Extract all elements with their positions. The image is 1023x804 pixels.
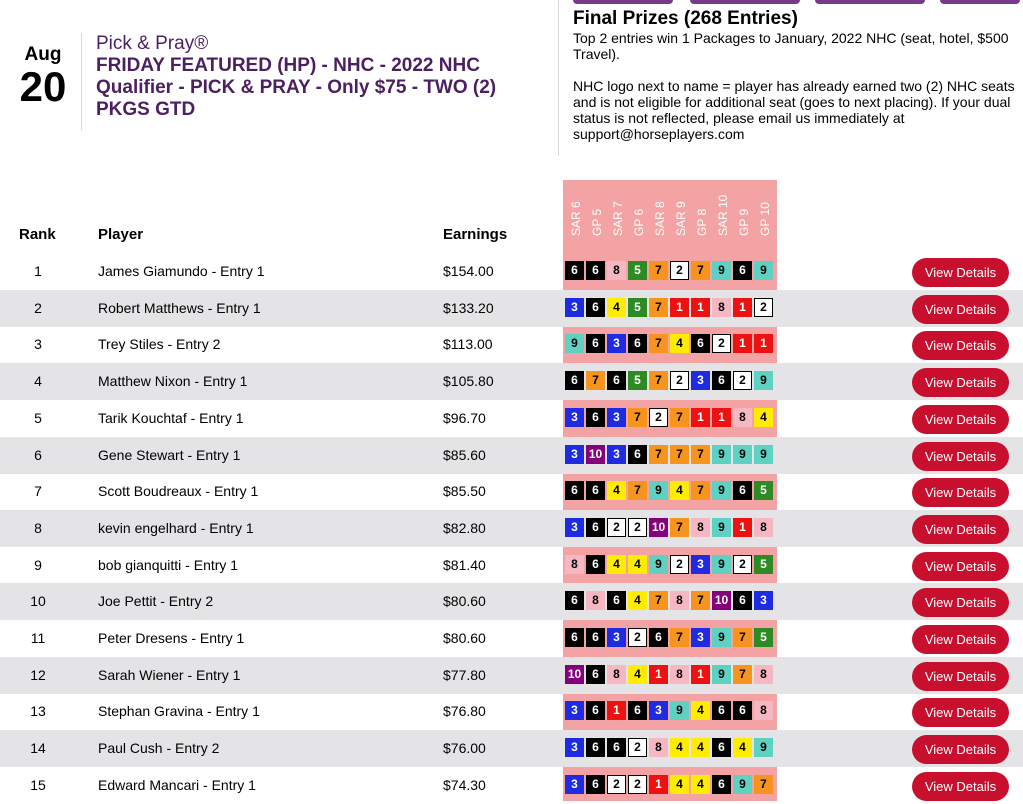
rank-cell: 12	[30, 666, 46, 683]
pick-badge: 7	[691, 481, 710, 500]
pick-badge: 6	[712, 371, 731, 390]
pick-badge: 1	[712, 408, 731, 427]
pick-badge: 10	[649, 518, 668, 537]
table-row	[0, 510, 1023, 547]
view-details-button[interactable]: View Details	[912, 331, 1009, 360]
contest-name: Pick & Pray®	[96, 33, 209, 54]
race-header-text: GP 9	[736, 208, 751, 236]
pick-badge: 7	[670, 445, 689, 464]
pick-badge: 10	[586, 445, 605, 464]
pick-badge: 1	[691, 298, 710, 317]
pick-badge: 6	[649, 628, 668, 647]
pick-badge: 7	[691, 591, 710, 610]
view-details-button[interactable]: View Details	[912, 442, 1009, 471]
race-header-text: GP 6	[631, 208, 646, 236]
pick-badge: 6	[565, 261, 584, 280]
rank-cell: 11	[30, 630, 46, 646]
view-details-button[interactable]: View Details	[912, 478, 1009, 507]
race-header-label	[754, 186, 775, 248]
race-header-label	[565, 186, 586, 248]
top-nav-tab[interactable]	[815, 0, 925, 4]
pick-badge: 5	[754, 555, 773, 574]
earnings-cell: $105.80	[443, 373, 494, 390]
pick-badge: 6	[565, 591, 584, 610]
earnings-cell: $133.20	[443, 299, 494, 316]
rank-header: Rank	[19, 226, 56, 243]
pick-badge: 3	[691, 371, 710, 390]
pick-badge: 3	[691, 555, 710, 574]
table-row	[0, 290, 1023, 327]
top-nav-tab[interactable]	[573, 0, 673, 4]
table-row	[0, 363, 1023, 400]
pick-badge: 1	[691, 408, 710, 427]
pick-badge: 4	[628, 665, 647, 684]
pick-badge: 7	[649, 591, 668, 610]
rank-cell: 5	[34, 409, 42, 426]
pick-badge: 9	[649, 481, 668, 500]
race-header-text: GP 8	[694, 208, 709, 236]
pick-badge: 6	[586, 408, 605, 427]
pick-badge: 7	[586, 371, 605, 390]
pick-badge: 8	[733, 408, 752, 427]
pick-badge: 6	[565, 371, 584, 390]
pick-badge: 6	[733, 261, 752, 280]
pick-badge: 4	[691, 738, 710, 757]
rank-cell: 15	[30, 776, 46, 793]
pick-badge: 3	[607, 334, 626, 353]
pick-badge: 2	[607, 775, 626, 794]
race-header-label	[628, 186, 649, 248]
earnings-cell: $85.50	[443, 483, 486, 500]
earnings-cell: $82.80	[443, 519, 486, 536]
pick-badge: 9	[712, 261, 731, 280]
prizes-panel	[573, 8, 1018, 158]
pick-badge: 9	[712, 481, 731, 500]
race-header-text: SAR 10	[715, 194, 730, 236]
pick-badge: 6	[565, 481, 584, 500]
pick-badge: 2	[733, 371, 752, 390]
player-header: Player	[98, 226, 144, 243]
pick-badge: 3	[565, 445, 584, 464]
pick-badge: 7	[649, 298, 668, 317]
pick-badge: 4	[670, 738, 689, 757]
pick-badge: 1	[649, 775, 668, 794]
pick-badge: 6	[586, 628, 605, 647]
pick-badge: 8	[754, 665, 773, 684]
prizes-line: Top 2 entries win 1 Packages to January, 2022 NHC (seat, hotel, $500 Travel).	[573, 30, 1009, 62]
contest-date	[10, 44, 76, 108]
contest-title: FRIDAY FEATURED (HP) - NHC - 2022 NHC Qualifier - PICK & PRAY - Only $75 - TWO (2) PKGS GTD	[96, 55, 497, 120]
player-name: kevin engelhard - Entry 1	[98, 519, 254, 536]
earnings-cell: $85.60	[443, 446, 486, 463]
rank-cell: 7	[34, 483, 42, 500]
player-name: Stephan Gravina - Entry 1	[98, 703, 260, 720]
pick-badge: 4	[607, 555, 626, 574]
pick-badge: 8	[670, 591, 689, 610]
player-name: Robert Matthews - Entry 1	[98, 299, 261, 316]
pick-badge: 1	[649, 665, 668, 684]
pick-badge: 1	[733, 298, 752, 317]
view-details-button[interactable]: View Details	[912, 698, 1009, 727]
pick-badge: 6	[733, 701, 752, 720]
rank-cell: 1	[34, 263, 42, 279]
pick-badge: 6	[628, 334, 647, 353]
pick-badge: 2	[607, 518, 626, 537]
pick-badge: 2	[628, 518, 647, 537]
view-details-button[interactable]: View Details	[912, 662, 1009, 691]
pick-badge: 8	[649, 738, 668, 757]
prizes-title: Final Prizes (268 Entries)	[573, 8, 798, 29]
rank-cell: 9	[34, 556, 42, 573]
race-header-text: GP 5	[589, 208, 604, 236]
pick-badge: 6	[586, 518, 605, 537]
view-details-button[interactable]: View Details	[912, 735, 1009, 764]
pick-badge: 9	[565, 334, 584, 353]
pick-badge: 9	[712, 518, 731, 537]
pick-badge: 1	[733, 518, 752, 537]
pick-badge: 4	[670, 775, 689, 794]
player-name: Matthew Nixon - Entry 1	[98, 373, 248, 390]
pick-badge: 6	[607, 371, 626, 390]
pick-badge: 9	[712, 445, 731, 464]
rank-cell: 3	[34, 336, 42, 353]
pick-badge: 8	[607, 261, 626, 280]
pick-badge: 6	[586, 775, 605, 794]
pick-badge: 7	[670, 408, 689, 427]
pick-badge: 3	[607, 445, 626, 464]
race-header-label	[649, 186, 670, 248]
earnings-cell: $81.40	[443, 556, 486, 573]
pick-badge: 9	[712, 555, 731, 574]
pick-badge: 7	[670, 628, 689, 647]
player-name: Edward Mancari - Entry 1	[98, 776, 256, 793]
pick-badge: 2	[628, 738, 647, 757]
view-details-button[interactable]: View Details	[912, 295, 1009, 324]
pick-badge: 6	[586, 334, 605, 353]
pick-badge: 7	[628, 481, 647, 500]
pick-badge: 6	[733, 591, 752, 610]
earnings-cell: $74.30	[443, 776, 486, 793]
earnings-cell: $76.80	[443, 703, 486, 720]
race-header-text: SAR 8	[652, 201, 667, 236]
race-header-text: SAR 6	[568, 201, 583, 236]
pick-badge: 6	[628, 445, 647, 464]
pick-badge: 3	[607, 628, 626, 647]
player-name: James Giamundo - Entry 1	[98, 263, 265, 279]
pick-badge: 8	[754, 701, 773, 720]
pick-badge: 6	[586, 665, 605, 684]
top-nav-tab[interactable]	[940, 0, 1020, 4]
pick-badge: 1	[754, 334, 773, 353]
pick-badge: 3	[565, 518, 584, 537]
view-details-button[interactable]: View Details	[912, 552, 1009, 581]
pick-badge: 6	[586, 555, 605, 574]
player-name: Tarik Kouchtaf - Entry 1	[98, 409, 244, 426]
table-row	[0, 620, 1023, 657]
pick-badge: 6	[712, 701, 731, 720]
pick-badge: 9	[733, 445, 752, 464]
pick-badge: 4	[670, 481, 689, 500]
pick-badge: 6	[607, 738, 626, 757]
rank-cell: 8	[34, 519, 42, 536]
pick-badge: 2	[670, 261, 689, 280]
pick-badge: 8	[670, 665, 689, 684]
pick-badge: 5	[628, 298, 647, 317]
table-row	[0, 400, 1023, 437]
view-details-button[interactable]: View Details	[912, 625, 1009, 654]
player-name: Gene Stewart - Entry 1	[98, 446, 241, 463]
earnings-cell: $80.60	[443, 630, 486, 646]
earnings-cell: $77.80	[443, 666, 486, 683]
player-name: Sarah Wiener - Entry 1	[98, 666, 241, 683]
player-name: bob gianquitti - Entry 1	[98, 556, 239, 573]
view-details-button[interactable]: View Details	[912, 772, 1009, 801]
pick-badge: 10	[565, 665, 584, 684]
prizes-text	[573, 30, 1018, 142]
race-header-text: SAR 7	[610, 201, 625, 236]
pick-badge: 6	[607, 591, 626, 610]
table-row	[0, 767, 1023, 804]
pick-badge: 6	[691, 334, 710, 353]
pick-badge: 8	[565, 555, 584, 574]
pick-badge: 2	[712, 334, 731, 353]
pick-badge: 5	[754, 481, 773, 500]
pick-badge: 2	[628, 628, 647, 647]
pick-badge: 7	[649, 371, 668, 390]
pick-badge: 2	[733, 555, 752, 574]
race-header-label	[607, 186, 628, 248]
pick-badge: 9	[670, 701, 689, 720]
table-row	[0, 583, 1023, 620]
prizes-note: NHC logo next to name = player has already earned two (2) NHC seats and is not eligible for additional seat (goes to next placing). If your dual status is not reflected, please email us immediately at support@horseplayers.com	[573, 78, 1015, 142]
pick-badge: 2	[670, 371, 689, 390]
earnings-cell: $96.70	[443, 409, 486, 426]
pick-badge: 7	[628, 408, 647, 427]
pick-badge: 7	[754, 775, 773, 794]
pick-badge: 9	[754, 371, 773, 390]
table-row	[0, 693, 1023, 730]
pick-badge: 6	[712, 775, 731, 794]
earnings-cell: $154.00	[443, 263, 494, 279]
table-row	[0, 657, 1023, 694]
pick-badge: 3	[565, 738, 584, 757]
earnings-cell: $80.60	[443, 593, 486, 610]
view-details-button[interactable]: View Details	[912, 405, 1009, 434]
contest-info	[96, 33, 546, 121]
pick-badge: 4	[691, 701, 710, 720]
table-row	[0, 437, 1023, 474]
pick-badge: 6	[712, 738, 731, 757]
pick-badge: 6	[586, 701, 605, 720]
pick-badge: 8	[586, 591, 605, 610]
pick-badge: 6	[733, 481, 752, 500]
view-details-button[interactable]: View Details	[912, 368, 1009, 397]
pick-badge: 4	[733, 738, 752, 757]
pick-badge: 1	[691, 665, 710, 684]
pick-badge: 7	[649, 261, 668, 280]
earnings-cell: $113.00	[443, 336, 493, 353]
pick-badge: 2	[754, 298, 773, 317]
race-header-label	[691, 186, 712, 248]
date-month: Aug	[24, 44, 62, 65]
pick-badge: 7	[649, 334, 668, 353]
pick-badge: 7	[733, 665, 752, 684]
pick-badge: 4	[754, 408, 773, 427]
table-row	[0, 253, 1023, 290]
race-header-label	[586, 186, 607, 248]
pick-badge: 6	[586, 298, 605, 317]
earnings-header: Earnings	[443, 226, 508, 243]
player-name: Trey Stiles - Entry 2	[98, 336, 221, 353]
rank-cell: 2	[34, 299, 42, 316]
pick-badge: 5	[754, 628, 773, 647]
pick-badge: 4	[628, 555, 647, 574]
date-day: 20	[19, 63, 67, 110]
pick-badge: 7	[733, 628, 752, 647]
pick-badge: 6	[628, 701, 647, 720]
pick-badge: 3	[565, 775, 584, 794]
pick-badge: 2	[670, 555, 689, 574]
pick-badge: 5	[628, 261, 647, 280]
pick-badge: 9	[733, 775, 752, 794]
pick-badge: 1	[670, 298, 689, 317]
rank-cell: 10	[30, 593, 46, 610]
pick-badge: 2	[628, 775, 647, 794]
pick-badge: 3	[565, 701, 584, 720]
race-header-label	[670, 186, 691, 248]
rank-cell: 14	[30, 740, 46, 757]
pick-badge: 7	[670, 518, 689, 537]
pick-badge: 8	[712, 298, 731, 317]
pick-badge: 9	[754, 261, 773, 280]
pick-badge: 6	[586, 481, 605, 500]
pick-badge: 3	[607, 408, 626, 427]
pick-badge: 7	[649, 445, 668, 464]
table-row	[0, 473, 1023, 510]
top-nav-tab[interactable]	[690, 0, 800, 4]
player-name: Joe Pettit - Entry 2	[98, 593, 214, 610]
view-details-button[interactable]: View Details	[912, 258, 1009, 287]
pick-badge: 4	[670, 334, 689, 353]
pick-badge: 3	[565, 408, 584, 427]
pick-badge: 6	[586, 261, 605, 280]
prizes-divider	[558, 0, 559, 156]
player-name: Paul Cush - Entry 2	[98, 740, 220, 757]
race-header-text: SAR 9	[673, 201, 688, 236]
pick-badge: 8	[754, 518, 773, 537]
pick-badge: 1	[733, 334, 752, 353]
rank-cell: 13	[30, 703, 46, 720]
pick-badge: 6	[565, 628, 584, 647]
pick-badge: 2	[649, 408, 668, 427]
race-header-label	[712, 186, 733, 248]
earnings-cell: $76.00	[443, 740, 486, 757]
pick-badge: 7	[691, 445, 710, 464]
pick-badge: 3	[691, 628, 710, 647]
pick-badge: 9	[712, 628, 731, 647]
race-header-label	[733, 186, 754, 248]
pick-badge: 5	[628, 371, 647, 390]
pick-badge: 7	[691, 261, 710, 280]
pick-badge: 9	[754, 445, 773, 464]
player-name: Scott Boudreaux - Entry 1	[98, 483, 259, 500]
pick-badge: 6	[586, 738, 605, 757]
view-details-button[interactable]: View Details	[912, 515, 1009, 544]
pick-badge: 3	[754, 591, 773, 610]
pick-badge: 9	[712, 665, 731, 684]
pick-badge: 4	[691, 775, 710, 794]
header-divider	[81, 33, 82, 130]
pick-badge: 3	[649, 701, 668, 720]
table-row	[0, 730, 1023, 767]
pick-badge: 4	[628, 591, 647, 610]
pick-badge: 10	[712, 591, 731, 610]
pick-badge: 4	[607, 481, 626, 500]
table-row	[0, 326, 1023, 363]
pick-badge: 9	[649, 555, 668, 574]
pick-badge: 8	[607, 665, 626, 684]
rank-cell: 6	[34, 446, 42, 463]
pick-badge: 1	[607, 701, 626, 720]
pick-badge: 8	[691, 518, 710, 537]
table-row	[0, 547, 1023, 584]
view-details-button[interactable]: View Details	[912, 588, 1009, 617]
pick-badge: 9	[754, 738, 773, 757]
pick-badge: 4	[607, 298, 626, 317]
player-name: Peter Dresens - Entry 1	[98, 630, 245, 646]
rank-cell: 4	[34, 373, 42, 390]
pick-badge: 3	[565, 298, 584, 317]
race-header-text: GP 10	[757, 202, 772, 236]
